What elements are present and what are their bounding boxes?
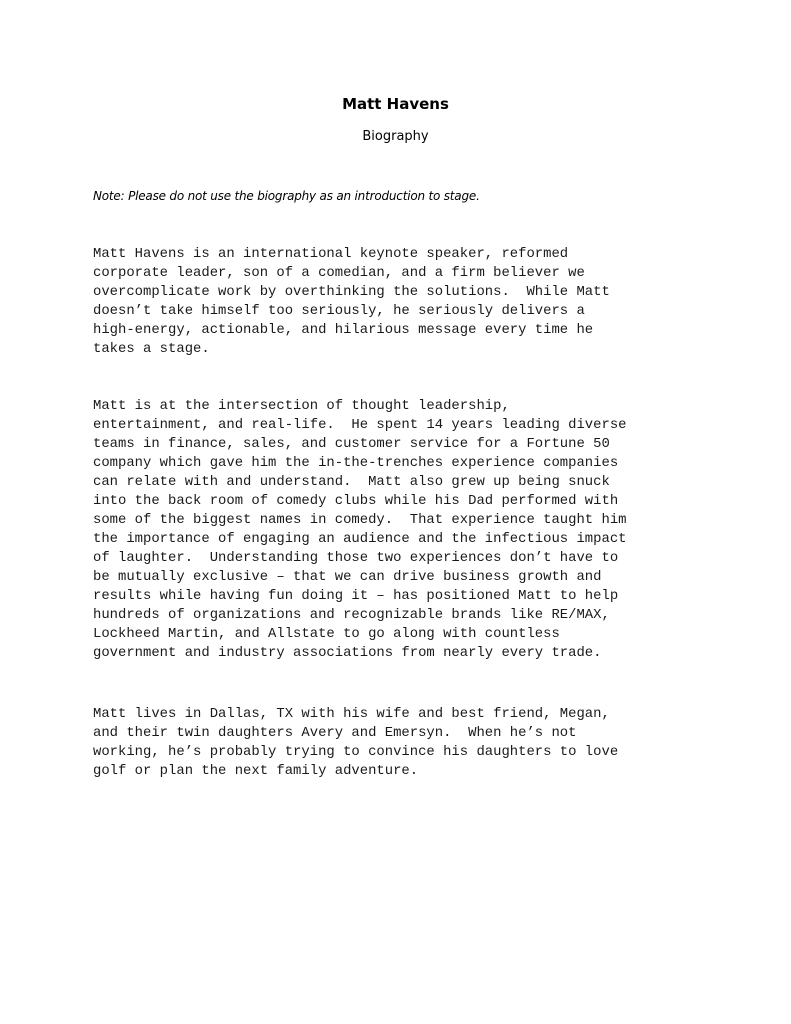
bio-paragraph-career: Matt is at the intersection of thought leadership, entertainment, and real-life. He spent 14 years leading diverse teams in finance, sales, and customer service for a Fortune 50 company which gave him the in-the-trenches experience companies can relate with and understand. Matt also grew up being snuck into the back room of comedy clubs while his Dad performed with some of the biggest names in comedy. That experience taught him the importance of engaging an audience and the infectious impact of laughter. Understanding those two experiences don’t have to be mutually exclusive – that we can drive business growth and results while having fun doing it – has positioned Matt to help hundreds of organizations and recognizable brands like RE/MAX, Lockheed Martin, and Allstate to go along with countless government and industry associations from nearly every trade. [93,398,627,661]
document-title: Matt Havens [342,95,449,113]
bio-paragraph-personal: Matt lives in Dallas, TX with his wife and best friend, Megan, and their twin daughters Avery and Emersyn. When he’s not working, he’s probably trying to convince his daughters to love golf or plan the next family adventure. [93,706,619,779]
document-subtitle: Biography [362,129,429,144]
bio-paragraph-intro: Matt Havens is an international keynote speaker, reformed corporate leader, son of a comedian, and a firm believer we overcomplicate work by overthinking the solutions. While Matt doesn’t take himself too seriously, he seriously delivers a high-energy, actionable, and hilarious message every time he takes a stage. [93,246,610,357]
note-text: Note: Please do not use the biography as an introduction to stage. [93,189,480,203]
